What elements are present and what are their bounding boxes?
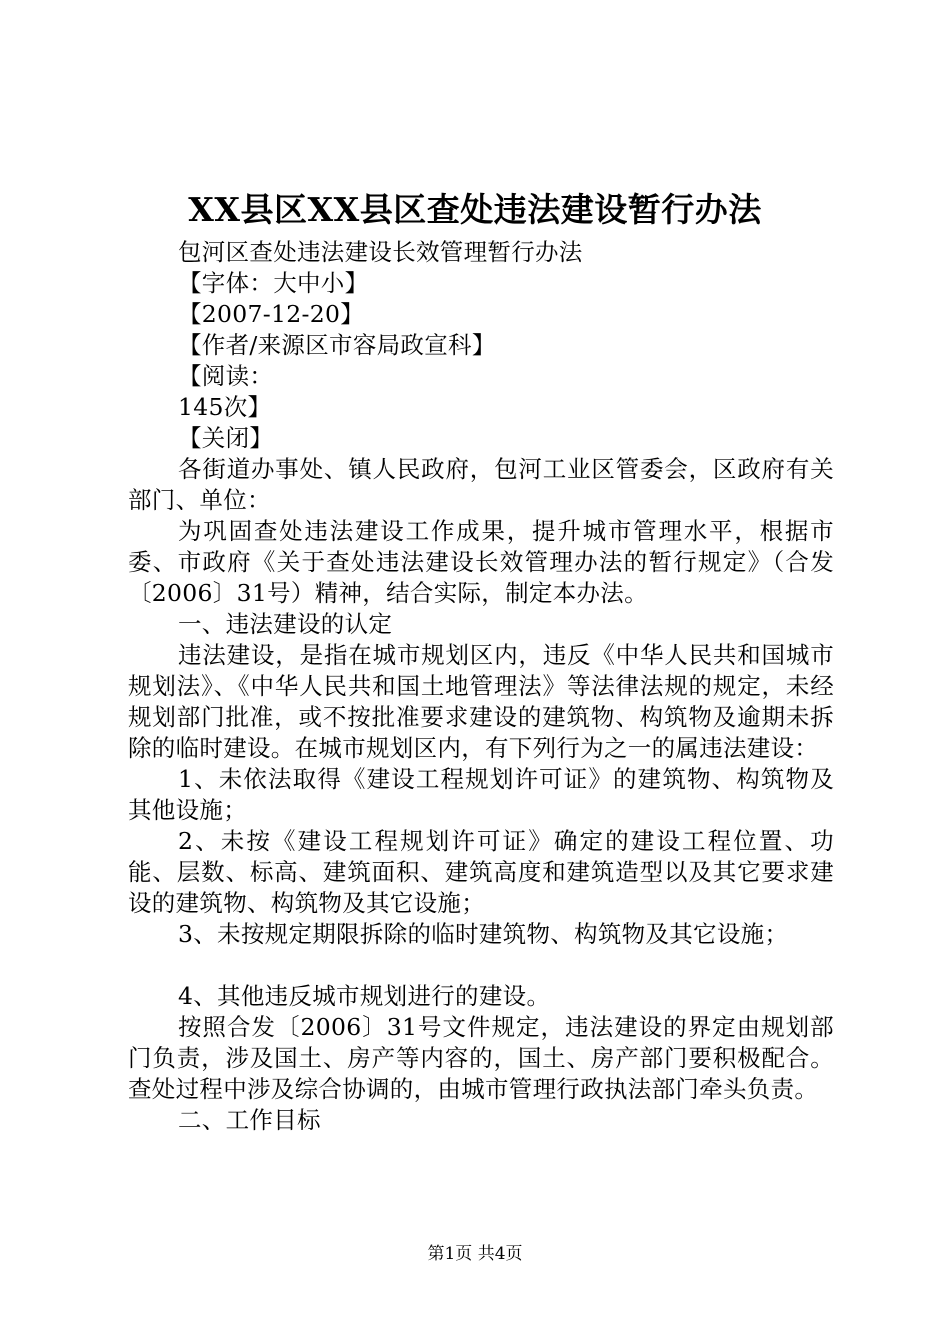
document-title: XX县区XX县区查处违法建设暂行办法 xyxy=(188,190,762,229)
section-heading-1: 一、违法建设的认定 xyxy=(178,610,393,638)
blank-line xyxy=(128,950,834,981)
list-item-1: 1、未依法取得《建设工程规划许可证》的建筑物、构筑物及其他设施； xyxy=(128,765,834,824)
page-footer: 第1页 共4页 xyxy=(427,1244,523,1264)
read-count-value: 145次】 xyxy=(178,393,272,421)
paragraph-definition: 违法建设，是指在城市规划区内，违反《中华人民共和国城市规划法》、《中华人民共和国土地管理法》等法律法规的规定，未经规划部门批准，或不按批准要求建设的建筑物、构筑物及逾期未拆除的临时建设。在城市规划区内，有下列行为之一的属违法建设： xyxy=(128,641,834,762)
list-item-4: 4、其他违反城市规划进行的建设。 xyxy=(178,982,551,1010)
date-line: 【2007-12-20】 xyxy=(178,300,365,328)
paragraph-addressee: 各街道办事处、镇人民政府，包河工业区管委会，区政府有关部门、单位： xyxy=(128,455,834,514)
list-item-3: 3、未按规定期限拆除的临时建筑物、构筑物及其它设施； xyxy=(178,920,789,948)
section-heading-2: 二、工作目标 xyxy=(178,1106,321,1134)
font-size-line: 【字体：大中小】 xyxy=(178,269,369,297)
author-line: 【作者/来源区市容局政宣科】 xyxy=(178,331,496,359)
list-item-2: 2、未按《建设工程规划许可证》确定的建设工程位置、功能、层数、标高、建筑面积、建筑高度和建筑造型以及其它要求建设的建筑物、构筑物及其它设施； xyxy=(128,827,834,917)
close-line: 【关闭】 xyxy=(178,424,274,452)
subtitle-line: 包河区查处违法建设长效管理暂行办法 xyxy=(178,238,583,266)
read-count-label: 【阅读： xyxy=(178,362,274,390)
paragraph-intro: 为巩固查处违法建设工作成果，提升城市管理水平，根据市委、市政府《关于查处违法建设长效管理办法的暂行规定》（合发〔2006〕31号）精神，结合实际，制定本办法。 xyxy=(128,517,834,607)
document-body xyxy=(128,237,834,1136)
paragraph-responsibility: 按照合发〔2006〕31号文件规定，违法建设的界定由规划部门负责，涉及国土、房产等内容的，国土、房产部门要积极配合。查处过程中涉及综合协调的，由城市管理行政执法部门牵头负责。 xyxy=(128,1013,834,1103)
